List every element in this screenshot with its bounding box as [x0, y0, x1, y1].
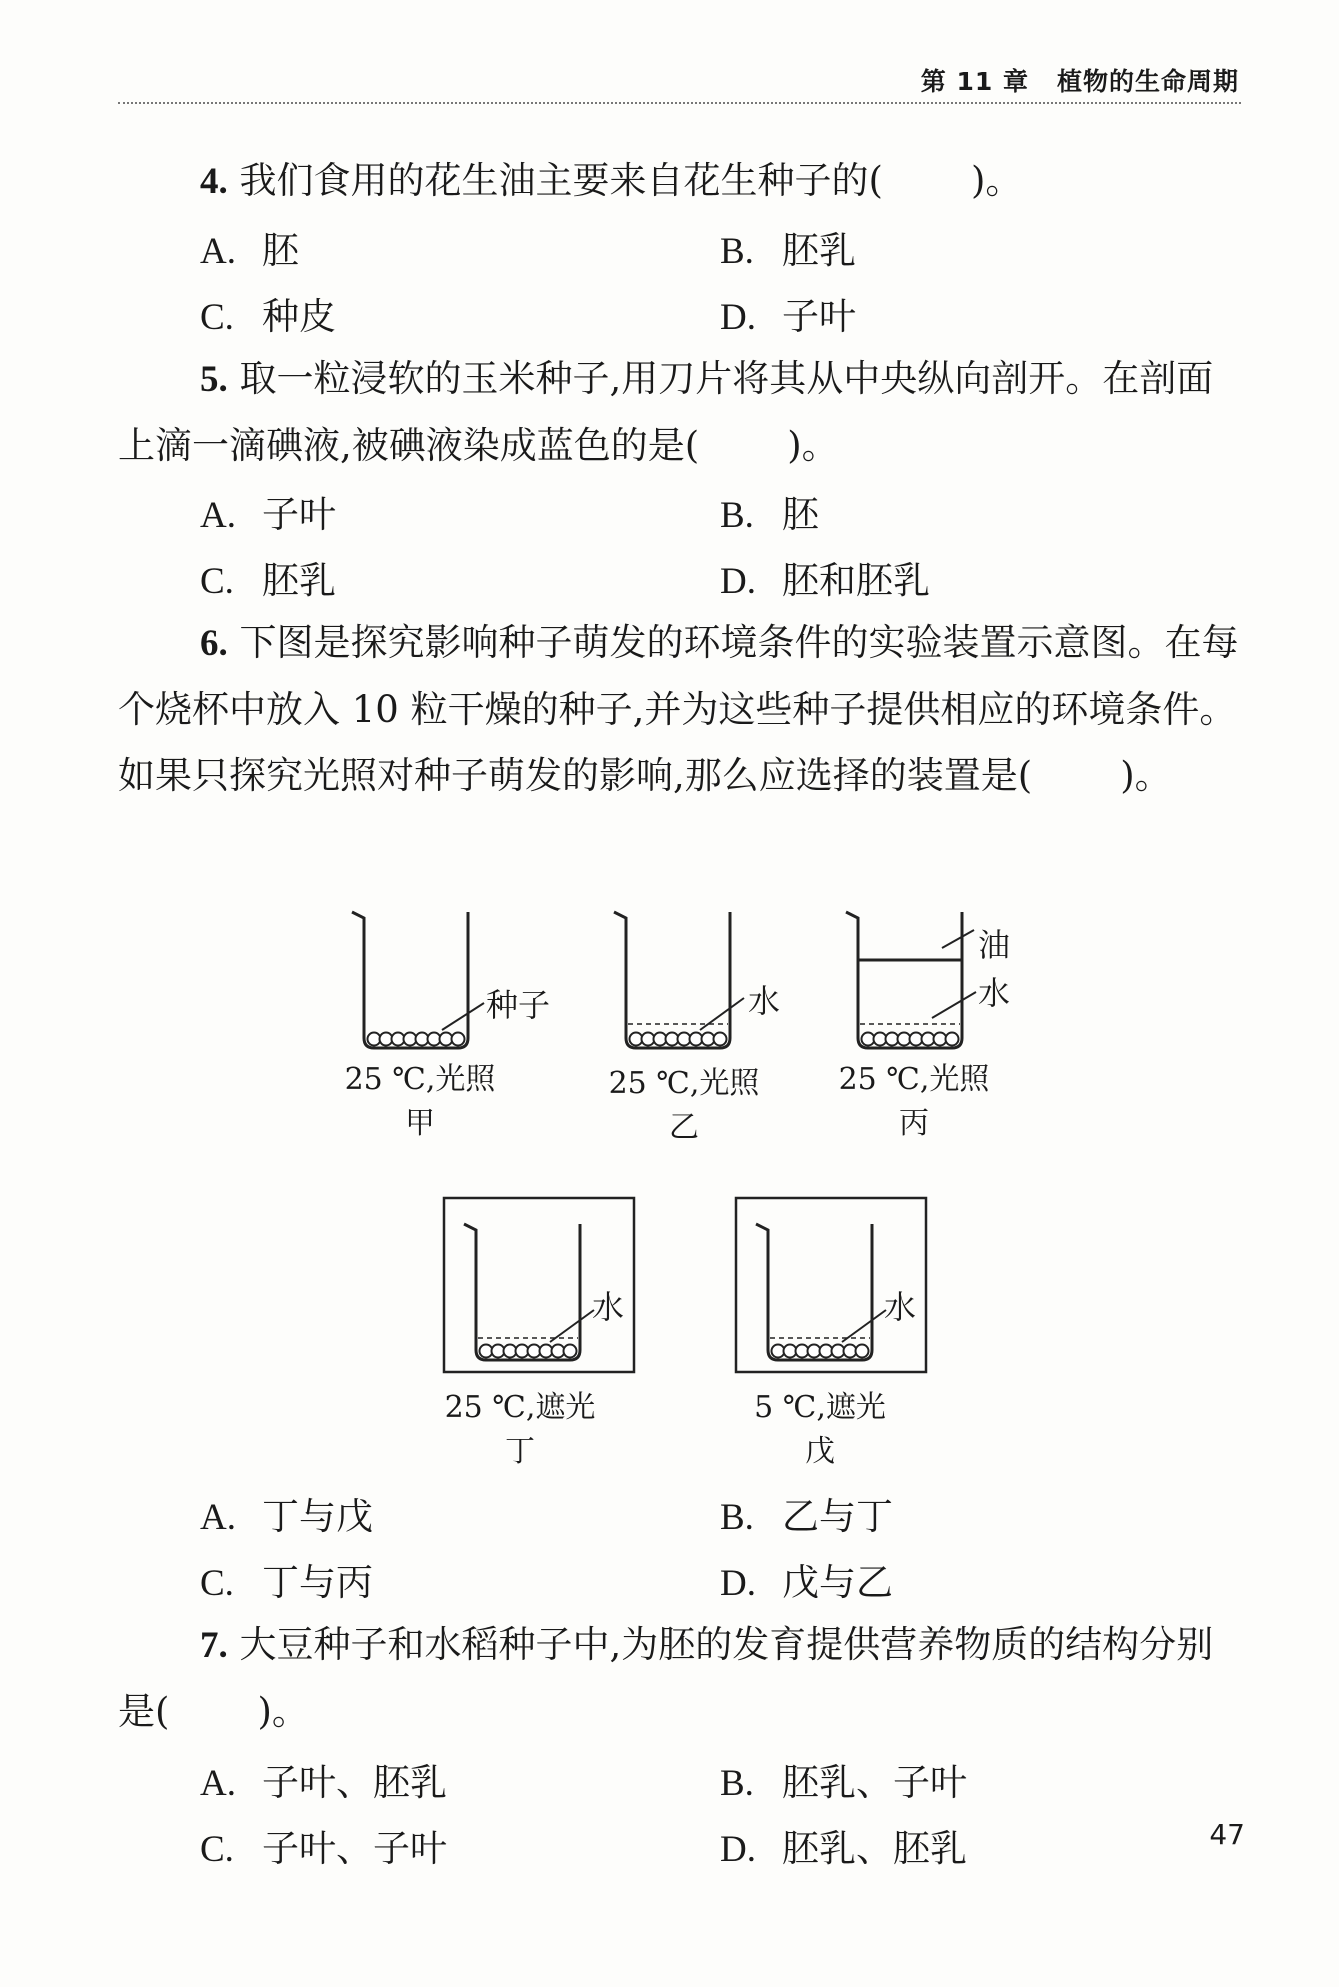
- question-text: 大豆种子和水稻种子中,为胚的发育提供营养物质的结构分别是(: [118, 1623, 1214, 1733]
- setup-name: 丁: [505, 1434, 535, 1469]
- question-number: 7.: [200, 1625, 228, 1666]
- question-text: 取一粒浸软的玉米种子,用刀片将其从中央纵向剖开。在剖面上滴一滴碘液,被碘液染成蓝色的是(: [118, 357, 1214, 467]
- beaker-yi: [614, 912, 744, 1048]
- seeds-yi: [630, 1033, 727, 1046]
- option-d[interactable]: D. 子叶: [720, 295, 856, 338]
- chapter-number: 第 11 章: [920, 67, 1029, 96]
- seeds-ding: [480, 1345, 577, 1358]
- page-number: 47: [1209, 1818, 1245, 1851]
- option-b[interactable]: B. 胚乳: [720, 229, 856, 272]
- option-b[interactable]: B. 乙与丁: [720, 1495, 893, 1538]
- seeds-wu: [772, 1345, 869, 1358]
- question-text-end: )。: [970, 159, 1023, 202]
- question-text: 我们食用的花生油主要来自花生种子的(: [239, 159, 883, 202]
- setup-condition: 25 ℃,遮光: [444, 1390, 596, 1425]
- setup-condition: 25 ℃,光照: [838, 1062, 990, 1097]
- chapter-title: 植物的生命周期: [1056, 67, 1239, 96]
- label-oil: 油: [978, 926, 1011, 964]
- option-c[interactable]: C. 丁与丙: [200, 1561, 373, 1604]
- option-d[interactable]: D. 胚和胚乳: [720, 559, 930, 602]
- label-water-wu: 水: [884, 1288, 917, 1326]
- label-water-yi: 水: [748, 982, 781, 1020]
- option-c[interactable]: C. 胚乳: [200, 559, 336, 602]
- setup-condition: 25 ℃,光照: [608, 1066, 760, 1101]
- option-c[interactable]: C. 种皮: [200, 295, 336, 338]
- setup-name: 乙: [669, 1110, 699, 1145]
- question-number: 6.: [200, 623, 228, 664]
- beaker-jia: [352, 912, 484, 1048]
- option-d[interactable]: D. 戊与乙: [720, 1561, 893, 1604]
- option-a[interactable]: A. 丁与戊: [200, 1495, 373, 1538]
- option-b[interactable]: B. 胚乳、子叶: [720, 1761, 967, 1804]
- setup-name: 甲: [405, 1106, 435, 1141]
- question-text-end: )。: [787, 424, 839, 467]
- question-text-end: )。: [1120, 754, 1172, 797]
- seeds-jia: [368, 1033, 465, 1046]
- option-a[interactable]: A. 胚: [200, 229, 299, 272]
- question-number: 5.: [200, 359, 228, 400]
- setup-name: 戊: [805, 1434, 835, 1469]
- question-text-end: )。: [257, 1690, 309, 1733]
- question-number: 4.: [200, 161, 228, 202]
- option-a[interactable]: A. 子叶、胚乳: [200, 1761, 447, 1804]
- beaker-bing: [846, 912, 976, 1048]
- option-a[interactable]: A. 子叶: [200, 493, 336, 536]
- label-water-bing: 水: [978, 974, 1011, 1012]
- seeds-bing: [862, 1033, 959, 1046]
- question-text: 下图是探究影响种子萌发的环境条件的实验装置示意图。在每个烧杯中放入 10 粒干燥的种子,并为这些种子提供相应的环境条件。如果只探究光照对种子萌发的影响,那么应选择的装置是(: [118, 621, 1239, 797]
- setup-condition: 5 ℃,遮光: [754, 1390, 886, 1425]
- option-c[interactable]: C. 子叶、子叶: [200, 1827, 447, 1870]
- label-seed: 种子: [486, 986, 551, 1024]
- setup-condition: 25 ℃,光照: [344, 1062, 496, 1097]
- option-d[interactable]: D. 胚乳、胚乳: [720, 1827, 967, 1870]
- option-b[interactable]: B. 胚: [720, 493, 819, 536]
- setup-name: 丙: [899, 1106, 929, 1141]
- label-water-ding: 水: [592, 1288, 625, 1326]
- question-7: [118, 1612, 1243, 1745]
